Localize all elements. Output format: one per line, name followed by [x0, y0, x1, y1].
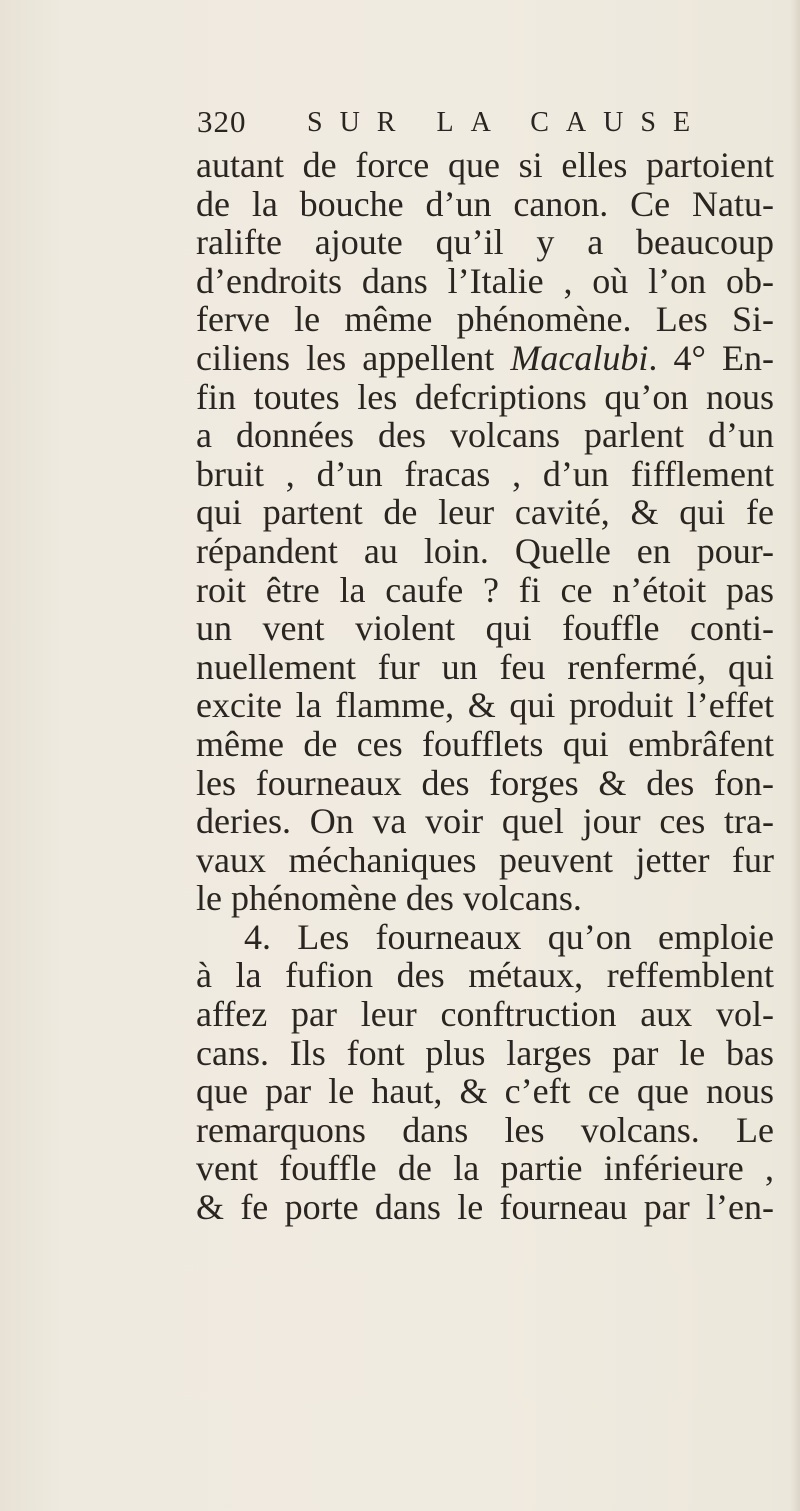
text-line: fin toutes les defcriptions qu’on nous	[196, 376, 774, 417]
text-line: deries. On va voir quel jour ces tra-	[196, 801, 774, 842]
text-line: ciliens les appellent Macalubi. 4° En-	[196, 337, 775, 378]
text-line: roit être la caufe ? fi ce n’étoit pas	[196, 569, 774, 610]
text-line: ralifte ajoute qu’il y a beaucoup	[196, 222, 774, 263]
text-line: cans. Ils font plus larges par le bas	[196, 1032, 774, 1073]
text-line: de la bouche d’un canon. Ce Natu-	[196, 183, 774, 224]
text-line-paragraph-start: 4. Les fourneaux qu’on emploie	[244, 916, 774, 957]
text-line: qui partent de leur cavité, & qui fe	[196, 492, 774, 533]
text-line: vaux méchaniques peuvent jetter fur	[196, 839, 774, 880]
text-line: que par le haut, & c’eft ce que nous	[196, 1071, 774, 1112]
text-line: les fourneaux des forges & des fon-	[196, 762, 774, 803]
text-line: un vent violent qui fouffle conti-	[196, 608, 774, 649]
text-line: nuellement fur un feu renfermé, qui	[196, 646, 774, 687]
text-line: répandent au loin. Quelle en pour-	[196, 530, 774, 571]
page-header	[197, 104, 772, 144]
text-line: ferve le même phénomène. Les Si-	[196, 299, 774, 340]
page-edge-shadow	[790, 0, 800, 1511]
text-line: même de ces foufflets qui embrâfent	[196, 723, 774, 764]
text-line: vent fouffle de la partie inférieure ,	[196, 1148, 774, 1189]
text-line-paragraph-end: le phénomène des volcans.	[196, 878, 582, 919]
body-text	[196, 146, 774, 1227]
text-line: a données des volcans parlent d’un	[196, 415, 774, 456]
text-line: autant de force que si elles partoient	[196, 145, 774, 185]
text-line: à la fufion des métaux, reffemblent	[196, 955, 774, 996]
italic-word: Macalubi	[510, 337, 649, 378]
running-head: SUR LA CAUSE	[307, 107, 708, 138]
text-line: affez par leur conftruction aux vol-	[196, 994, 774, 1035]
text-line: remarquons dans les volcans. Le	[196, 1109, 774, 1150]
text-line: & fe porte dans le fourneau par l’en-	[196, 1187, 774, 1228]
text-line: excite la flamme, & qui produit l’effet	[196, 685, 774, 726]
text-line: d’endroits dans l’Italie , où l’on ob-	[196, 260, 774, 301]
page-number: 320	[197, 104, 247, 139]
text-line: bruit , d’un fracas , d’un fifflement	[196, 453, 774, 494]
